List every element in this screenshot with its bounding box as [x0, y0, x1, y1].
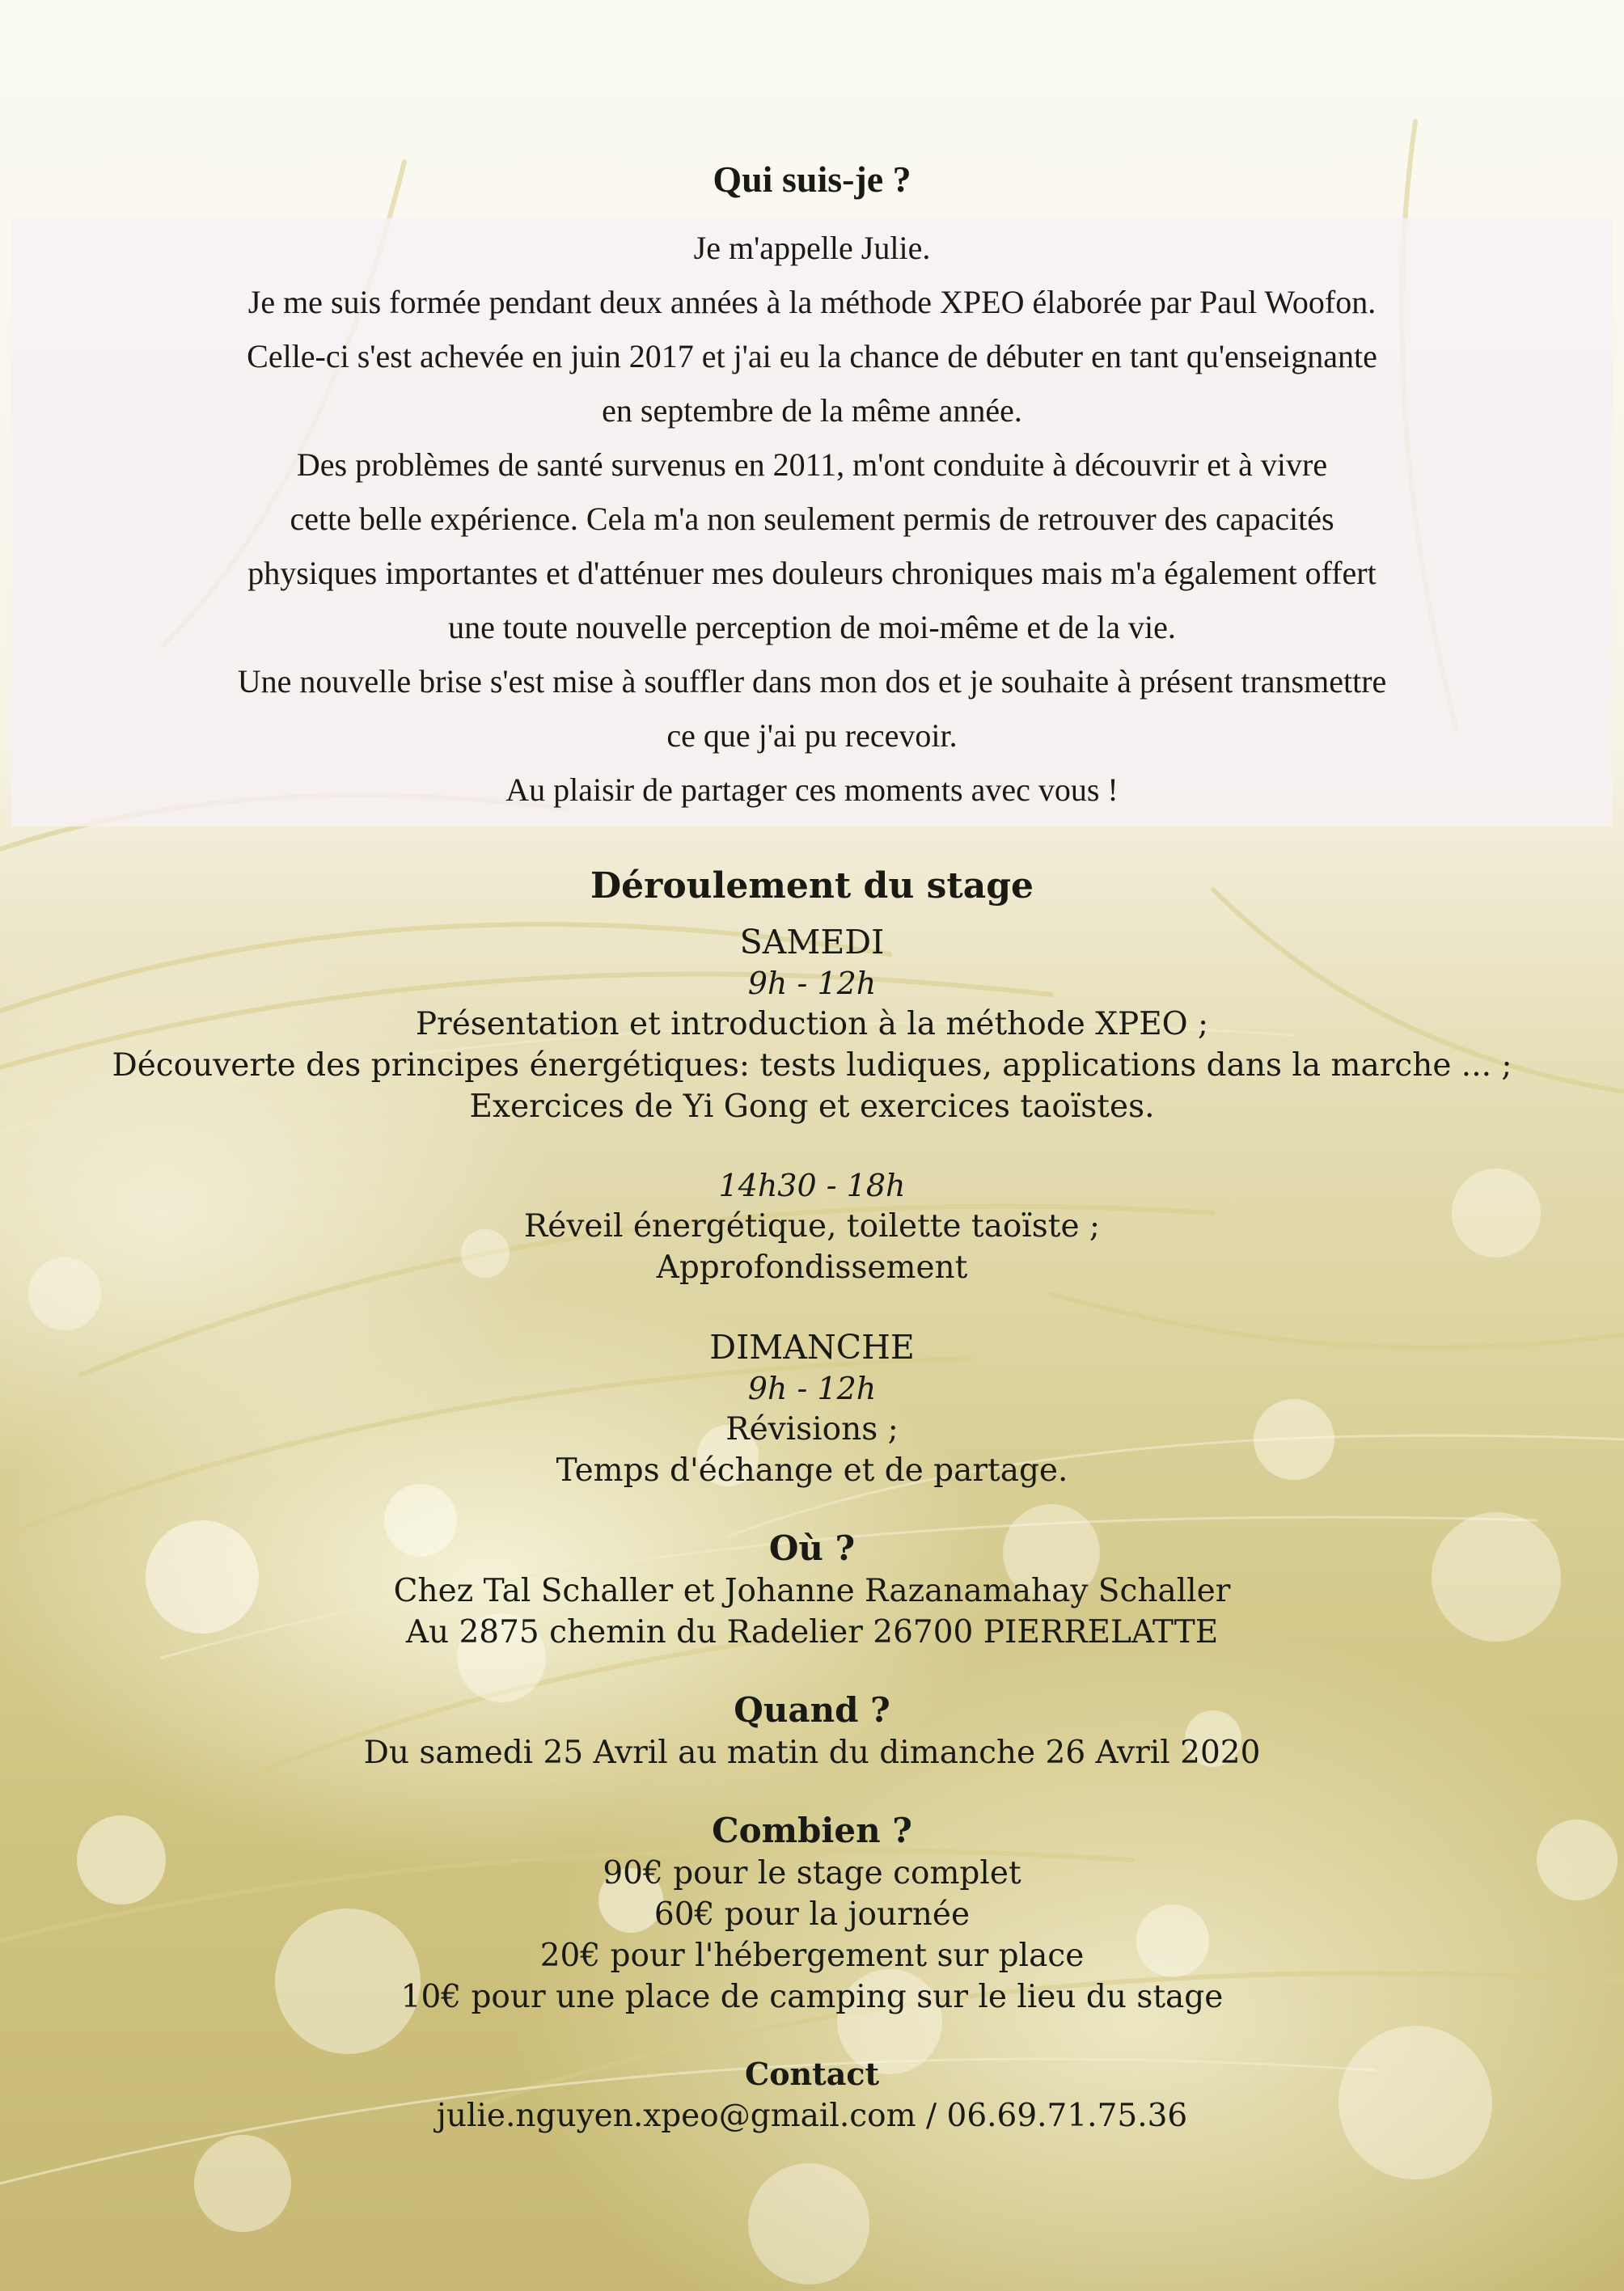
- when-text: Du samedi 25 Avril au matin du dimanche 26 Avril 2020: [363, 1735, 1261, 1771]
- saturday-morning-time: 9h - 12h: [747, 966, 877, 1001]
- about-line: une toute nouvelle perception de moi-même et de la vie.: [448, 609, 1176, 645]
- about-line: Je m'appelle Julie.: [693, 230, 931, 266]
- program-section: [0, 860, 1624, 2137]
- price-line: 90€ pour le stage complet: [603, 1855, 1021, 1892]
- about-line: Celle-ci s'est achevée en juin 2017 et j'ai eu la chance de débuter en tant qu'enseignante: [247, 338, 1377, 374]
- about-title: Qui suis-je ?: [713, 159, 911, 200]
- contact-title: Contact: [744, 2056, 880, 2092]
- about-text: [11, 221, 1613, 817]
- where-line: Chez Tal Schaller et Johanne Razanamahay Schaller: [393, 1573, 1231, 1609]
- schedule-item: Réveil énergétique, toilette taoïste ;: [523, 1208, 1101, 1245]
- schedule-item: Découverte des principes énergétiques: tests ludiques, applications dans la marche ... ;: [112, 1047, 1512, 1084]
- when-title: Quand ?: [734, 1690, 890, 1730]
- schedule-item: Temps d'échange et de partage.: [556, 1452, 1068, 1489]
- about-line: physiques importantes et d'atténuer mes douleurs chroniques mais m'a également offert: [247, 555, 1377, 591]
- price-line: 20€ pour l'hébergement sur place: [539, 1938, 1085, 1974]
- where-title: Où ?: [768, 1528, 856, 1568]
- where-line: Au 2875 chemin du Radelier 26700 PIERRELATTE: [405, 1614, 1219, 1651]
- saturday-afternoon-time: 14h30 - 18h: [718, 1168, 906, 1203]
- schedule-item: Exercices de Yi Gong et exercices taoïstes.: [469, 1088, 1155, 1125]
- sunday-label: DIMANCHE: [709, 1328, 915, 1367]
- contact-info: julie.nguyen.xpeo@gmail.com / 06.69.71.75.36: [436, 2098, 1188, 2134]
- about-line: en septembre de la même année.: [602, 392, 1022, 429]
- about-line: Des problèmes de santé survenus en 2011, m'ont conduite à découvrir et à vivre: [296, 446, 1328, 483]
- about-line: cette belle expérience. Cela m'a non seulement permis de retrouver des capacités: [290, 501, 1334, 537]
- sunday-time: 9h - 12h: [747, 1371, 877, 1406]
- schedule-item: Révisions ;: [725, 1411, 899, 1448]
- price-title: Combien ?: [712, 1811, 912, 1850]
- saturday-label: SAMEDI: [739, 923, 885, 962]
- about-line: Je me suis formée pendant deux années à la méthode XPEO élaborée par Paul Woofon.: [247, 284, 1377, 320]
- program-title: Déroulement du stage: [590, 865, 1034, 907]
- about-line: ce que j'ai pu recevoir.: [666, 717, 958, 754]
- price-line: 60€ pour la journée: [653, 1896, 971, 1933]
- price-line: 10€ pour une place de camping sur le lieu du stage: [400, 1979, 1224, 2015]
- schedule-item: Présentation et introduction à la méthode XPEO ;: [415, 1006, 1209, 1042]
- schedule-item: Approfondissement: [656, 1249, 968, 1286]
- about-line: Une nouvelle brise s'est mise à souffler dans mon dos et je souhaite à présent transmettre: [237, 663, 1387, 700]
- about-line: Au plaisir de partager ces moments avec vous !: [505, 771, 1119, 808]
